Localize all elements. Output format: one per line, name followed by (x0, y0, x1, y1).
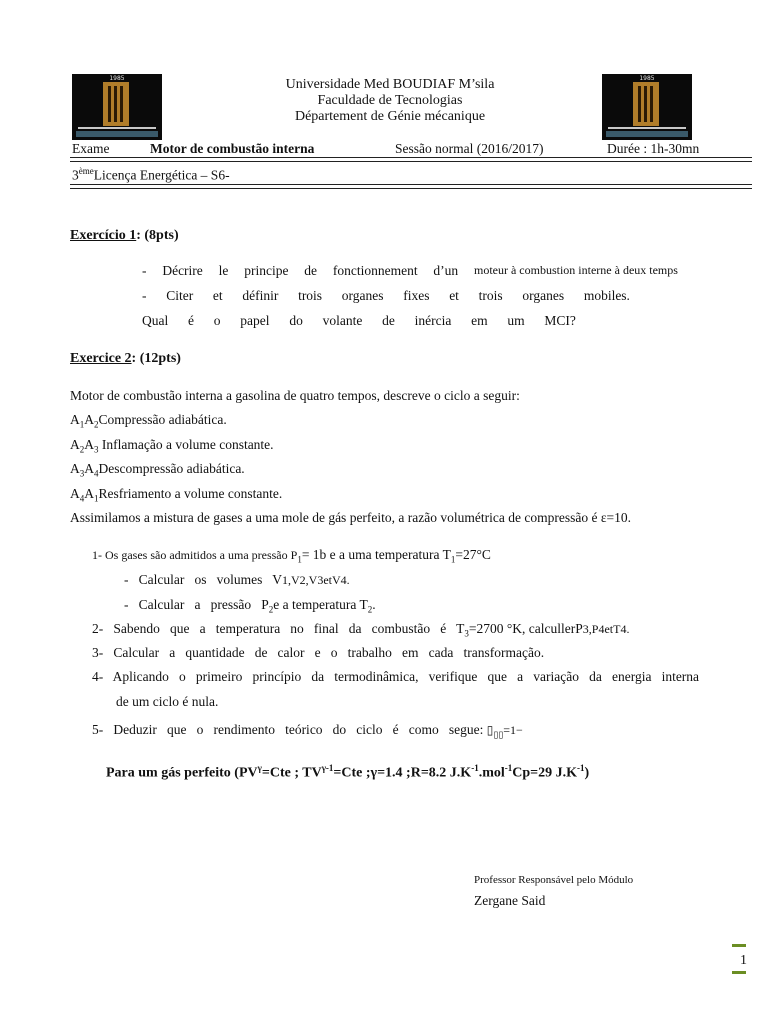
signature-role: Professor Responsável pelo Módulo (474, 874, 634, 886)
exercise2-title: Exercice 2: (12pts) (70, 351, 181, 366)
question-2: 2- Sabendo que a temperatura no final da combustão é $T_3=2700$ °K, calcullerP3,P4etT4. (92, 621, 630, 639)
exercise2-intro: Motor de combustão interna a gasolina de quatro tempos, descreve o ciclo a seguir: (70, 388, 520, 403)
level-line: 3èmeLicença Energética – S6- (72, 166, 230, 183)
university-name: Universidade Med BOUDIAF M’sila (285, 77, 495, 92)
exam-session: Sessão normal (2016/2017) (395, 141, 544, 156)
question-5: 5- Deduzir que o rendimento teórico do ciclo é como segue: $▯_{▯▯}=1-$ (92, 722, 523, 740)
exercise1-item-1: - Décrire le principe de fonctionnement d’un moteur à combustion interne à deux temps (142, 263, 678, 278)
faculty-name: Faculdade de Tecnologias (317, 93, 463, 108)
page-marker-bottom (732, 971, 746, 974)
exam-label: Exame (72, 141, 110, 156)
page-number: 1 (740, 953, 747, 968)
exam-subject: Motor de combustão interna (150, 141, 315, 156)
exercise1-item-2: - Citer et définir trois organes fixes et trois organes mobiles. (142, 288, 630, 303)
page-marker-top (732, 944, 746, 947)
gas-constants: Para um gás perfeito ($PV^\gamma=Cte$ ; $TV^{\gamma-1}=Cte$ ;γ=1.4 ;R=8.2 $J.K^{-1}.mol^{-1}Cp=29$ $J.K^{-1}$) (106, 763, 590, 781)
cycle-step-1: $A_1A_2Compressão$ adiabática. (70, 412, 227, 430)
cycle-step-2: $A_2A_3$ Inflamação a volume constante. (70, 437, 274, 455)
exercise1-item-3: Qual é o papel do volante de inércia em um MCI? (142, 313, 576, 328)
exercise2-assumption: Assimilamos a mistura de gases a uma mole de gás perfeito, a razão volumétrica de compressão é ε=10. (70, 510, 631, 525)
cycle-step-4: $A_4A_1Resfriamento$ a volume constante. (70, 486, 283, 504)
cycle-step-3: $A_3A_4Descompressão$ adiabática. (70, 461, 245, 479)
exercise1-title: Exercício 1: (8pts) (70, 228, 179, 243)
efficiency-formula: $▯_{▯▯}=1-$ (486, 723, 523, 740)
signature-name: Zergane Said (474, 893, 546, 908)
exam-duration: Durée : 1h-30mn (607, 141, 700, 156)
question-4-cont: de um ciclo é nula. (116, 694, 219, 709)
department-name: Département de Génie mécanique (294, 109, 486, 124)
question-1: 1- Os gases são admitidos a uma pressão $P_1= 1b$ e a uma temperatura $T_1=27^\circ C$ (92, 547, 491, 565)
question-1a: - Calcular os volumes V1,V2,V3etV4. (124, 572, 350, 587)
question-4: 4- Aplicando o primeiro princípio da termodinâmica, verifique que a variação da energia interna (92, 669, 700, 684)
question-1b: - Calcular a pressão $P_2e$ a temperatura $T_2$. (124, 597, 376, 615)
university-logo-left: 1985 (72, 74, 162, 140)
university-logo-right: 1985 (602, 74, 692, 140)
question-3: 3- Calcular a quantidade de calor e o trabalho em cada transformação. (92, 645, 545, 660)
